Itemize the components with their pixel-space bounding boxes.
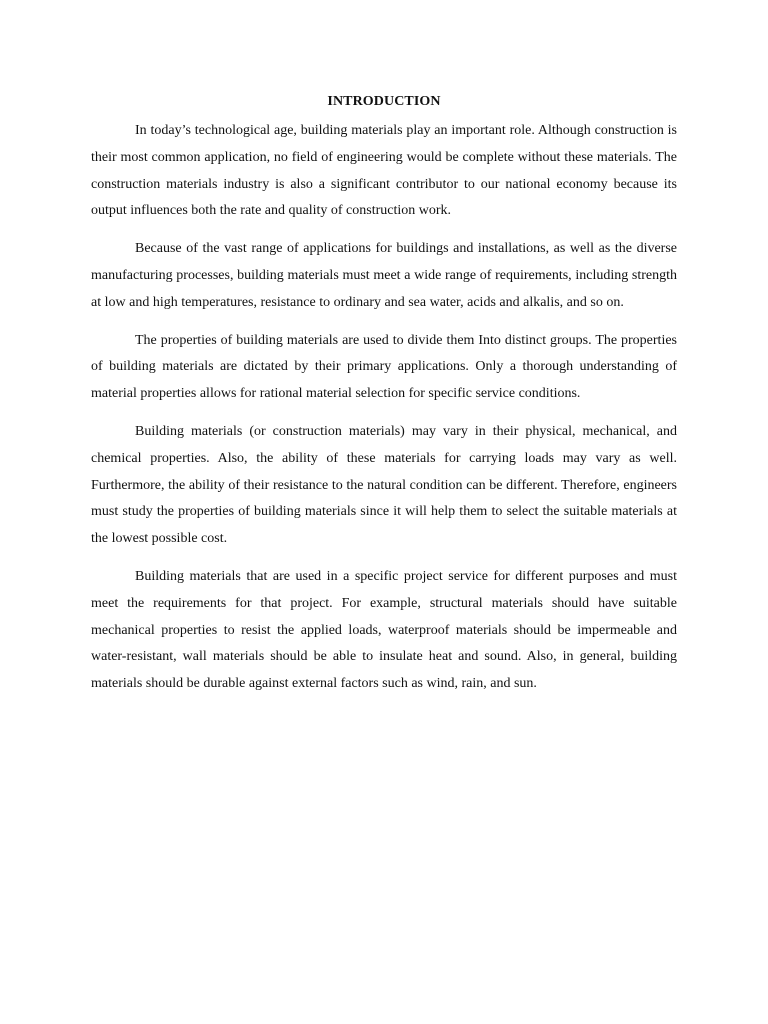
paragraph-4: Building materials (or construction materials) may vary in their physical, mechanical, and chemical properties. Also, the ability of these materials for carrying loads may vary as well. Furthermore, the ability of their resistance to the natural condition can be different. Therefore, engineers must study the properties of building materials since it will help them to select the suitable materials at the lowest possible cost. — [91, 423, 677, 547]
document-body — [91, 92, 677, 709]
document-title: INTRODUCTION — [327, 94, 441, 109]
paragraph-5: Building materials that are used in a specific project service for different purposes and must meet the requirements for that project. For example, structural materials should have suitable mechanical properties to resist the applied loads, waterproof materials should be impermeable and water-resistant, wall materials should be able to insulate heat and sound. Also, in general, building materials should be durable against external factors such as wind, rain, and sun. — [91, 568, 677, 692]
paragraph-2: Because of the vast range of applications for buildings and installations, as well as the diverse manufacturing processes, building materials must meet a wide range of requirements, including strength at low and high temperatures, resistance to ordinary and sea water, acids and alkalis, and so on. — [91, 241, 677, 310]
paragraph-3: The properties of building materials are used to divide them Into distinct groups. The properties of building materials are dictated by their primary applications. Only a thorough understanding of material properties allows for rational material selection for specific service conditions. — [91, 332, 677, 402]
paragraph-1: In today’s technological age, building materials play an important role. Although construction is their most common application, no field of engineering would be complete without these materials. The construction materials industry is also a significant contributor to our national economy because its output influences both the rate and quality of construction work. — [91, 123, 677, 219]
